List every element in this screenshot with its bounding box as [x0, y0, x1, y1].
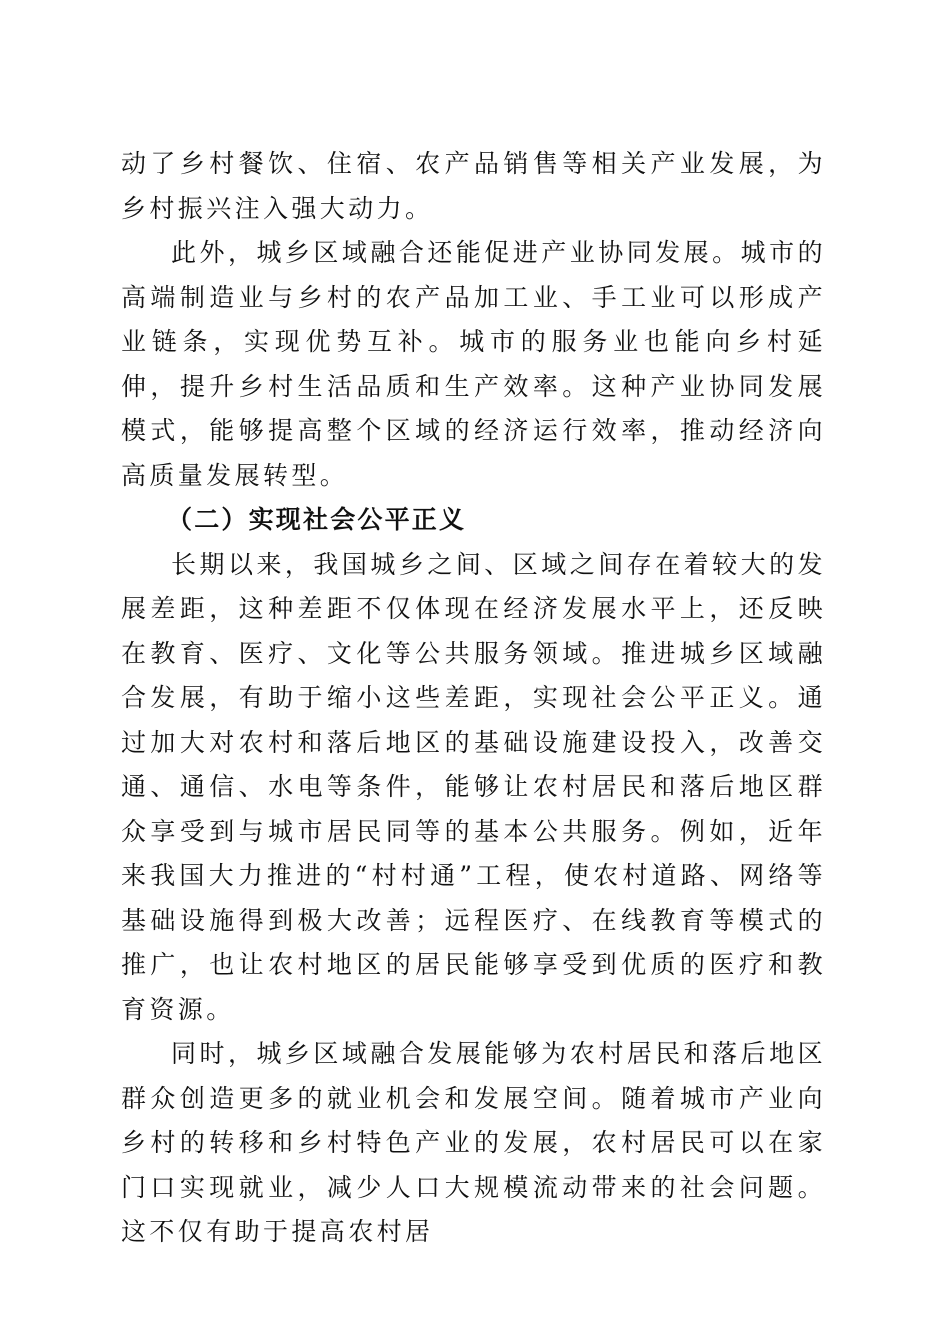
section-heading-social-fairness: （二）实现社会公平正义: [167, 505, 467, 534]
paragraph-continued: 动了乡村餐饮、住宿、农产品销售等相关产业发展，为乡村振兴注入强大动力。: [121, 149, 826, 223]
paragraph-employment: 同时，城乡区域融合发展能够为农村居民和落后地区群众创造更多的就业机会和发展空间。随着城市产业向乡村的转移和乡村特色产业的发展，农村居民可以在家门口实现就业，减少人口大规模流动带来的社会问题。这不仅有助于提高农村居: [121, 1039, 826, 1246]
document-body: [121, 142, 826, 1255]
paragraph-industry-synergy: 此外，城乡区域融合还能促进产业协同发展。城市的高端制造业与乡村的农产品加工业、手工业可以形成产业链条，实现优势互补。城市的服务业也能向乡村延伸，提升乡村生活品质和生产效率。这种产业协同发展模式，能够提高整个区域的经济运行效率，推动经济向高质量发展转型。: [121, 238, 826, 490]
paragraph-development-gap: 长期以来，我国城乡之间、区域之间存在着较大的发展差距，这种差距不仅体现在经济发展水平上，还反映在教育、医疗、文化等公共服务领域。推进城乡区域融合发展，有助于缩小这些差距，实现社会公平正义。通过加大对农村和落后地区的基础设施建设投入，改善交通、通信、水电等条件，能够让农村居民和落后地区群众享受到与城市居民同等的基本公共服务。例如，近年来我国大力推进的“村村通”工程，使农村道路、网络等基础设施得到极大改善；远程医疗、在线教育等模式的推广，也让农村地区的居民能够享受到优质的医疗和教育资源。: [121, 549, 826, 1024]
